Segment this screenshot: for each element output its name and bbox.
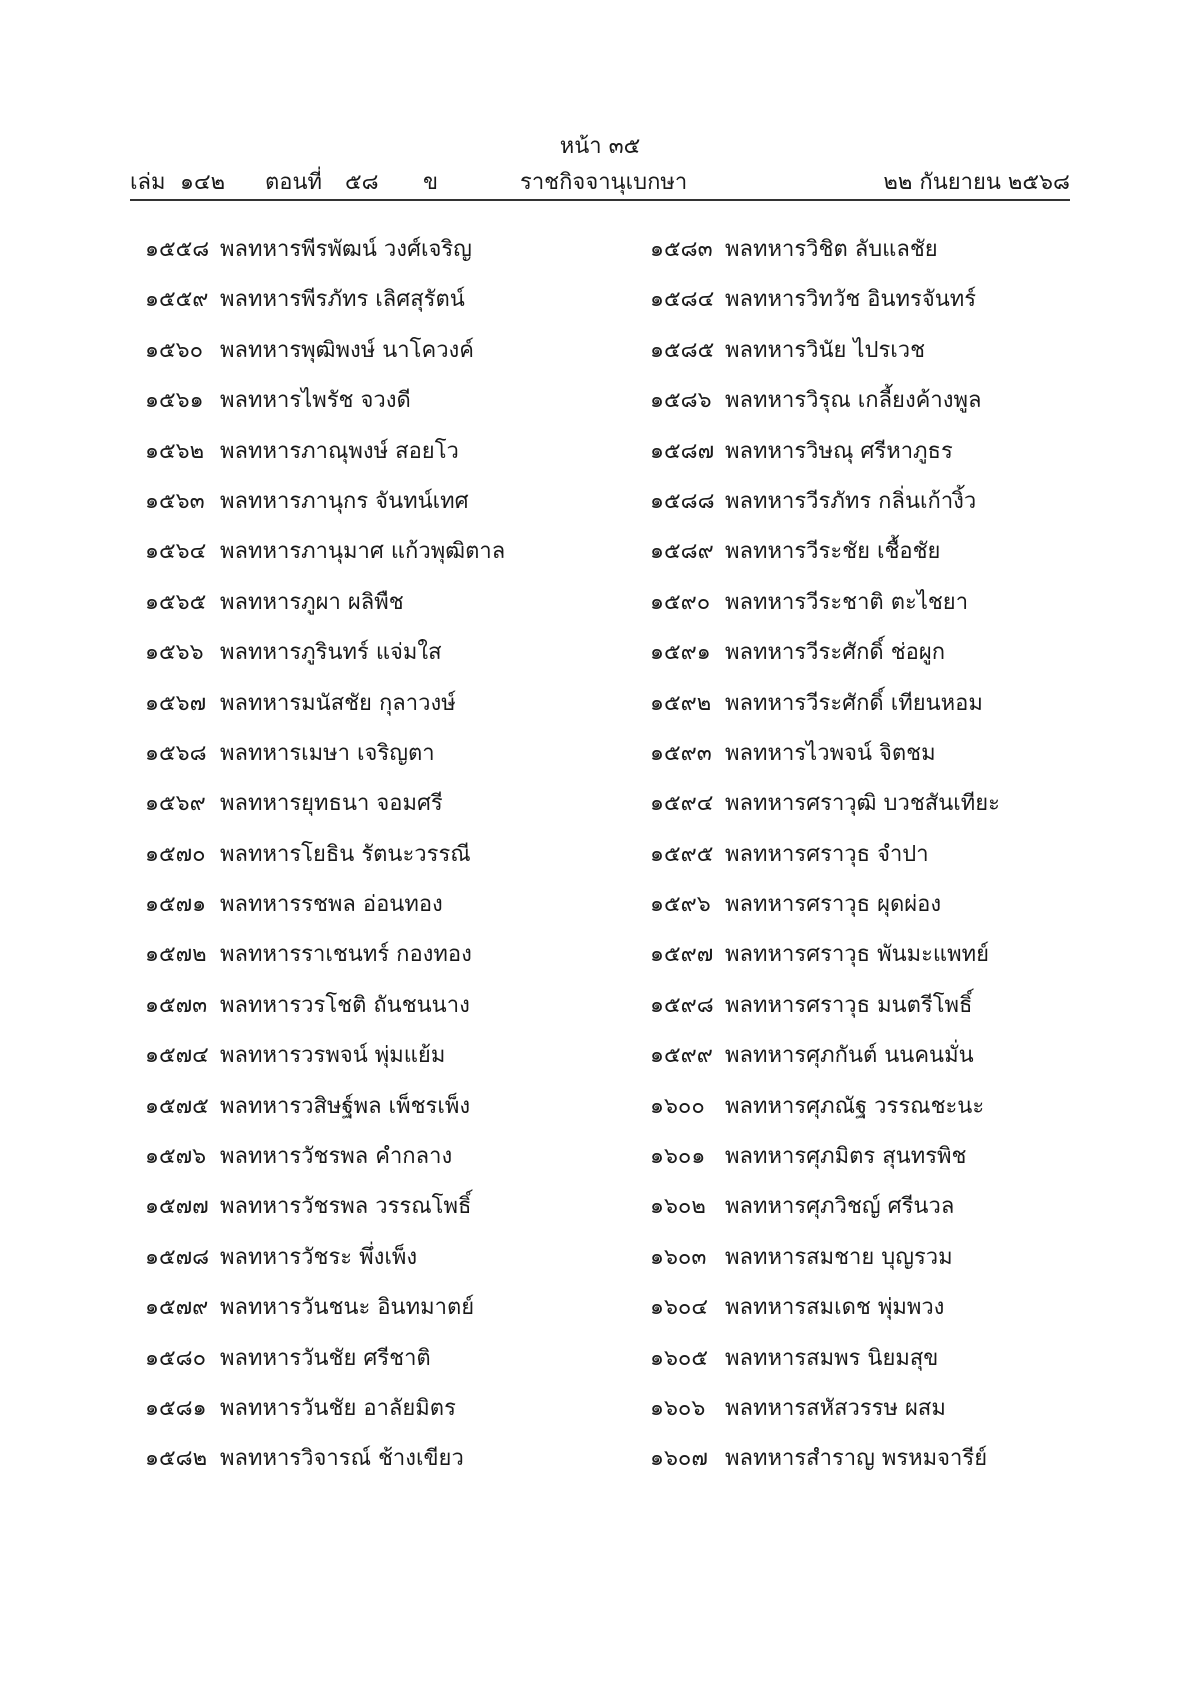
entry-number: ๑๕๘๔: [650, 287, 715, 313]
entry-number: ๑๕๘๙: [650, 539, 714, 565]
list-item: [650, 830, 1120, 880]
list-item: [145, 578, 615, 628]
list-item: [650, 981, 1120, 1031]
list-item: [650, 1082, 1120, 1132]
entry-number: ๑๕๘๕: [650, 337, 715, 363]
entry-number: ๑๕๕๘: [145, 237, 210, 262]
list-item: [650, 1384, 1120, 1434]
list-item: [145, 1384, 615, 1434]
entry-number: ๑๕๘๘: [650, 488, 715, 514]
entry-name: พลทหารศุภมิตร สุนทรพิช: [725, 1144, 967, 1170]
entry-name: พลทหารมนัสชัย กุลาวงษ์: [220, 690, 456, 716]
entry-name: พลทหารภูรินทร์ แจ่มใส: [220, 640, 442, 666]
list-item: [650, 578, 1120, 628]
entry-number: ๑๖๐๑: [650, 1144, 706, 1170]
list-item: [145, 376, 615, 426]
entry-name: พลทหารวรพจน์ พุ่มแย้ม: [220, 1043, 446, 1069]
entry-number: ๑๕๙๐: [650, 589, 711, 615]
list-item: [650, 326, 1120, 376]
entry-number: ๑๕๗๕: [145, 1093, 209, 1119]
list-item: [650, 1434, 1120, 1484]
entry-number: ๑๕๖๙: [145, 791, 206, 817]
entry-name: พลทหารสมชาย บุญรวม: [725, 1244, 953, 1270]
issue-number: ๕๘: [345, 170, 379, 195]
list-item: [145, 981, 615, 1031]
entry-name: พลทหารศราวุธ ผุดผ่อง: [725, 892, 942, 918]
issue-label: ตอนที่: [265, 170, 323, 195]
entry-number: ๑๕๖๕: [145, 589, 207, 615]
entry-number: ๑๕๗๗: [145, 1194, 209, 1220]
entry-number: ๑๖๐๐: [650, 1093, 705, 1119]
list-item: [650, 880, 1120, 930]
entry-number: ๑๕๙๘: [650, 992, 714, 1018]
list-item: [650, 1132, 1120, 1182]
entry-name: พลทหารเมษา เจริญตา: [220, 740, 435, 766]
list-item: [145, 1283, 615, 1333]
entry-name: พลทหารวัชรพล คำกลาง: [220, 1144, 453, 1170]
entry-name: พลทหารวีระชาติ ตะไชยา: [725, 589, 969, 615]
entry-number: ๑๕๙๒: [650, 690, 712, 716]
list-item: [145, 225, 615, 275]
entry-number: ๑๕๗๙: [145, 1295, 209, 1321]
list-item: [145, 880, 615, 930]
entry-name: พลทหารวันชนะ อินทมาตย์: [220, 1295, 475, 1321]
entry-number: ๑๕๙๕: [650, 841, 714, 867]
list-item: [145, 477, 615, 527]
entry-name: พลทหารวิจารณ์ ช้างเขียว: [220, 1446, 464, 1472]
entry-number: ๑๕๘๖: [650, 388, 712, 414]
header-divider: [130, 199, 1070, 201]
page-number: หน้า ๓๕: [559, 134, 641, 159]
entry-name: พลทหารรชพล อ่อนทอง: [220, 892, 443, 918]
entry-name: พลทหารวรโชติ ถันชนนาง: [220, 992, 470, 1018]
entry-number: ๑๖๐๒: [650, 1194, 706, 1220]
list-item: [145, 779, 615, 829]
entry-number: ๑๕๗๒: [145, 942, 207, 968]
entry-number: ๑๕๖๐: [145, 337, 204, 363]
entry-number: ๑๕๖๓: [145, 488, 205, 514]
entry-number: ๑๕๗๐: [145, 841, 206, 867]
entry-number: ๑๕๖๒: [145, 438, 205, 464]
entry-name: พลทหารวีระชัย เชื้อชัย: [725, 539, 941, 565]
list-item: [650, 477, 1120, 527]
entry-number: ๑๕๙๗: [650, 942, 714, 968]
entry-number: ๑๕๗๖: [145, 1144, 207, 1170]
entry-name: พลทหารสหัสวรรษ ผสม: [725, 1395, 946, 1421]
entry-name: พลทหารวินัย ไปรเวช: [725, 337, 926, 363]
entry-name: พลทหารศราวุฒิ บวชสันเทียะ: [725, 791, 1000, 817]
entry-number: ๑๕๖๖: [145, 640, 204, 666]
entry-name: พลทหารศราวุธ มนตรีโพธิ์: [725, 992, 973, 1018]
section-letter: ข: [423, 170, 439, 195]
list-item: [145, 1182, 615, 1232]
list-item: [145, 1031, 615, 1081]
entry-name: พลทหารไพรัช จวงดี: [220, 388, 411, 414]
entry-name: พลทหารวีระศักดิ์ เทียนหอม: [725, 690, 983, 716]
list-item: [145, 930, 615, 980]
entry-number: ๑๕๖๔: [145, 539, 207, 565]
list-item: [650, 376, 1120, 426]
entry-name: พลทหารยุทธนา จอมศรี: [220, 791, 443, 817]
volume-number: ๑๔๒: [180, 170, 226, 195]
list-item: [145, 427, 615, 477]
entry-name: พลทหารศุภณัฐ วรรณชะนะ: [725, 1093, 985, 1119]
entry-number: ๑๕๗๔: [145, 1043, 209, 1069]
list-item: [145, 275, 615, 325]
entry-number: ๑๕๖๘: [145, 740, 207, 766]
list-item: [650, 679, 1120, 729]
entry-number: ๑๕๘๗: [650, 438, 715, 464]
list-item: [650, 1283, 1120, 1333]
entry-number: ๑๕๗๘: [145, 1244, 210, 1270]
publication-date: ๒๒ กันยายน ๒๕๖๘: [883, 170, 1070, 195]
entry-name: พลทหารราเชนทร์ กองทอง: [220, 942, 472, 968]
entry-name: พลทหารศุภกันต์ นนคนมั่น: [725, 1043, 974, 1069]
entry-number: ๑๕๙๙: [650, 1043, 713, 1069]
list-item: [145, 527, 615, 577]
entry-name: พลทหารวิชิต ลับแลชัย: [725, 237, 938, 262]
entry-number: ๑๕๘๐: [145, 1345, 207, 1371]
entry-name: พลทหารสมเดช พุ่มพวง: [725, 1295, 945, 1321]
entry-name: พลทหารพีรภัทร เลิศสุรัตน์: [220, 287, 465, 313]
list-item: [650, 527, 1120, 577]
entry-number: ๑๕๗๑: [145, 892, 207, 918]
list-item: [650, 628, 1120, 678]
entry-name: พลทหารวสิษฐ์พล เพ็ชรเพ็ง: [220, 1093, 471, 1119]
entry-name: พลทหารสมพร นิยมสุข: [725, 1345, 939, 1371]
entry-number: ๑๖๐๓: [650, 1244, 707, 1270]
list-item: [145, 1132, 615, 1182]
entry-name: พลทหารศุภวิชญ์ ศรีนวล: [725, 1194, 955, 1220]
entry-number: ๑๕๘๑: [145, 1395, 207, 1421]
entry-name: พลทหารวีรภัทร กลิ่นเก้างิ้ว: [725, 488, 977, 514]
entry-number: ๑๕๙๖: [650, 892, 711, 918]
list-item: [650, 1182, 1120, 1232]
entry-number: ๑๖๐๗: [650, 1446, 708, 1472]
entry-number: ๑๕๗๓: [145, 992, 208, 1018]
entry-name: พลทหารวัชระ พึ่งเพ็ง: [220, 1244, 418, 1270]
entry-name: พลทหารวันชัย ศรีชาติ: [220, 1345, 431, 1371]
list-item: [145, 1434, 615, 1484]
list-item: [650, 1031, 1120, 1081]
entry-name: พลทหารภานุมาศ แก้วพุฒิตาล: [220, 539, 506, 565]
entry-number: ๑๕๙๔: [650, 791, 714, 817]
list-item: [650, 225, 1120, 275]
list-item: [145, 1233, 615, 1283]
entry-number: ๑๕๘๒: [145, 1446, 208, 1472]
entry-name: พลทหารศราวุธ พันมะแพทย์: [725, 942, 989, 968]
entry-name: พลทหารไวพจน์ จิตชม: [725, 740, 936, 766]
list-item: [650, 1334, 1120, 1384]
entry-number: ๑๕๖๗: [145, 690, 207, 716]
entry-name: พลทหารศราวุธ จำปา: [725, 841, 929, 867]
entry-number: ๑๕๘๓: [650, 237, 713, 262]
list-item: [650, 930, 1120, 980]
entry-name: พลทหารภูผา ผลิพืช: [220, 589, 404, 615]
entry-name: พลทหารวันชัย อาลัยมิตร: [220, 1395, 456, 1421]
list-item: [650, 1233, 1120, 1283]
list-item: [650, 779, 1120, 829]
entry-name: พลทหารวิษณุ ศรีหาภูธร: [725, 438, 953, 464]
entry-name: พลทหารวีระศักดิ์ ช่อผูก: [725, 640, 946, 666]
entry-number: ๑๕๙๓: [650, 740, 712, 766]
entry-name: พลทหารสำราญ พรหมจารีย์: [725, 1446, 988, 1472]
list-item: [650, 729, 1120, 779]
list-item: [145, 679, 615, 729]
list-item: [145, 1082, 615, 1132]
entry-name: พลทหารภานุกร จันทน์เทศ: [220, 488, 469, 514]
list-item: [145, 830, 615, 880]
entry-number: ๑๕๙๑: [650, 640, 711, 666]
list-item: [650, 275, 1120, 325]
entry-number: ๑๖๐๕: [650, 1345, 709, 1371]
entry-name: พลทหารวิรุณ เกลี้ยงค้างพูล: [725, 388, 982, 414]
entry-name: พลทหารพุฒิพงษ์ นาโควงค์: [220, 337, 475, 363]
entry-number: ๑๕๖๑: [145, 388, 204, 414]
entry-name: พลทหารวิทวัช อินทรจันทร์: [725, 287, 977, 313]
gazette-title: ราชกิจจานุเบกษา: [520, 170, 688, 195]
entry-number: ๑๖๐๔: [650, 1295, 709, 1321]
list-item: [145, 1334, 615, 1384]
gazette-header: [130, 164, 1070, 198]
list-item: [650, 427, 1120, 477]
entry-name: พลทหารพีรพัฒน์ วงศ์เจริญ: [220, 237, 472, 262]
left-column: [145, 225, 615, 1485]
entry-number: ๑๕๕๙: [145, 287, 209, 313]
volume-label: เล่ม: [130, 170, 166, 195]
list-item: [145, 729, 615, 779]
entry-name: พลทหารภาณุพงษ์ สอยโว: [220, 438, 459, 464]
list-item: [145, 326, 615, 376]
entry-number: ๑๖๐๖: [650, 1395, 706, 1421]
list-item: [145, 628, 615, 678]
entry-name: พลทหารโยธิน รัตนะวรรณี: [220, 841, 471, 867]
entry-name: พลทหารวัชรพล วรรณโพธิ์: [220, 1194, 472, 1220]
right-column: [650, 225, 1120, 1485]
